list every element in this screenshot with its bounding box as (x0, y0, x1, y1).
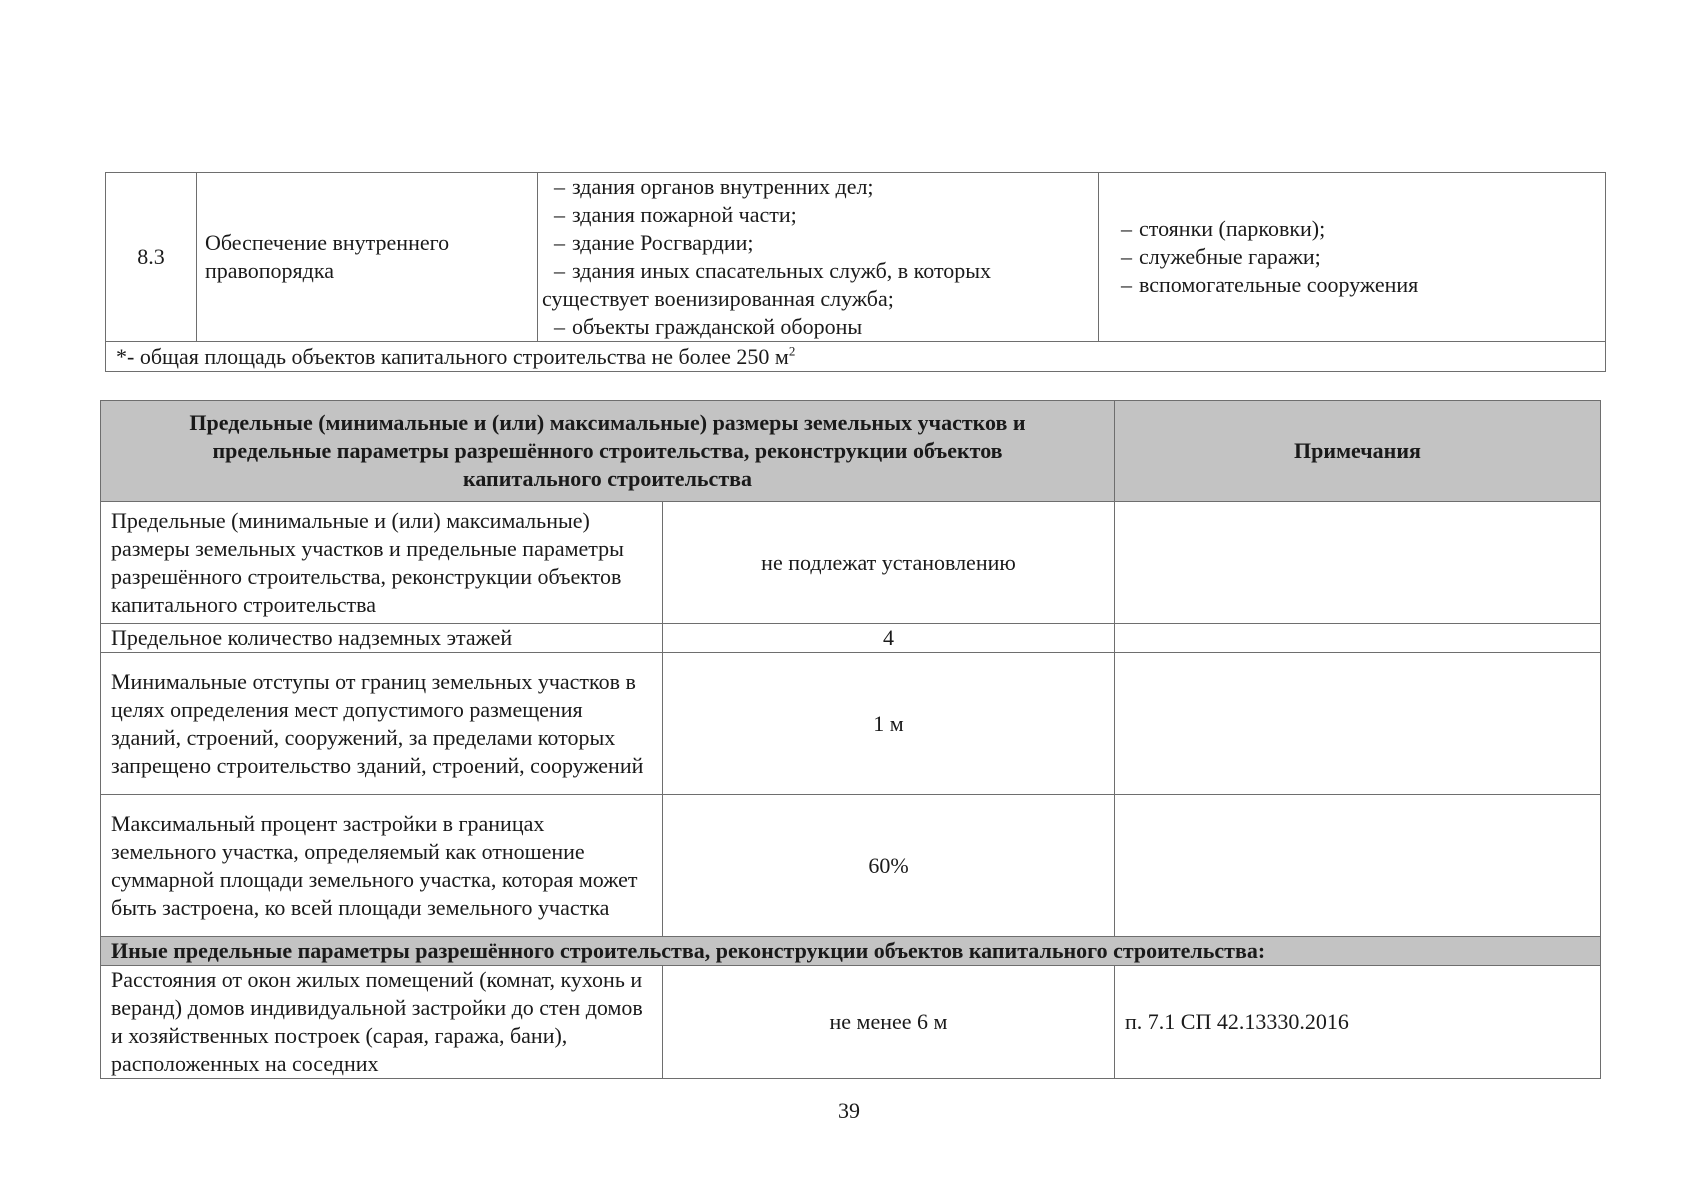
section-row (101, 937, 1601, 966)
param-note: п. 7.1 СП 42.13330.2016 (1115, 966, 1601, 1079)
notes-header: Примечания (1115, 401, 1601, 502)
param-note (1115, 502, 1601, 624)
param-value: не подлежат установлению (663, 502, 1115, 624)
list-item: – здания пожарной части; (554, 202, 797, 227)
param-value: не менее 6 м (663, 966, 1115, 1079)
page-number: 39 (838, 1098, 860, 1123)
list-item: – здания органов внутренних дел; (554, 174, 874, 199)
table-row (101, 653, 1601, 795)
list-item: – здания иных спасательных служб, в которых (554, 258, 992, 283)
param-name: Расстояния от окон жилых помещений (комнат, кухонь и веранд) домов индивидуальной застройки до стен домов и хозяйственных построек (сарая, гаража, бани), расположенных на соседних (101, 966, 663, 1079)
footnote-row (106, 342, 1606, 372)
main-uses-list (538, 173, 1099, 342)
auxiliary-uses-list (1099, 173, 1606, 342)
list-item: – здание Росгвардии; (554, 230, 754, 255)
list-item: – вспомогательные сооружения (1121, 272, 1419, 297)
param-value: 60% (663, 795, 1115, 937)
param-name: Предельные (минимальные и (или) максимальные) размеры земельных участков и предельные параметры разрешённого строительства, реконструкции объектов капитального строительства (101, 502, 663, 624)
params-header: Предельные (минимальные и (или) максимальные) размеры земельных участков и предельные параметры разрешённого строительства, реконструкции объектов капитального строительства (101, 401, 1115, 502)
footnote-superscript: 2 (788, 343, 796, 359)
param-value: 1 м (663, 653, 1115, 795)
parameters-table (100, 400, 1601, 1079)
list-item: – служебные гаражи; (1121, 244, 1321, 269)
param-name: Минимальные отступы от границ земельных участков в целях определения мест допустимого размещения зданий, строений, сооружений, за пределами которых запрещено строительство зданий, строений, сооружений (101, 653, 663, 795)
list-item: – объекты гражданской обороны (554, 314, 863, 339)
permitted-uses-table (105, 172, 1606, 372)
param-note (1115, 653, 1601, 795)
table-row (101, 795, 1601, 937)
table-row (101, 966, 1601, 1079)
table-row (101, 624, 1601, 653)
param-name: Предельное количество надземных этажей (101, 624, 663, 653)
param-note (1115, 624, 1601, 653)
use-name: Обеспечение внутреннего правопорядка (197, 173, 538, 342)
param-value: 4 (663, 624, 1115, 653)
list-item: – стоянки (парковки); (1121, 216, 1326, 241)
param-name: Максимальный процент застройки в границах земельного участка, определяемый как отношение суммарной площади земельного участка, которая может быть застроена, ко всей площади земельного участка (101, 795, 663, 937)
table-row (106, 173, 1606, 342)
footnote: *- общая площадь объектов капитального строительства не более 250 $м^2$ (106, 342, 1606, 372)
param-note (1115, 795, 1601, 937)
table-row (101, 502, 1601, 624)
section-title: Иные предельные параметры разрешённого строительства, реконструкции объектов капитального строительства: (101, 937, 1601, 966)
header-row (101, 401, 1601, 502)
use-code: 8.3 (106, 173, 197, 342)
list-item-continuation: существует военизированная служба; (542, 286, 894, 311)
